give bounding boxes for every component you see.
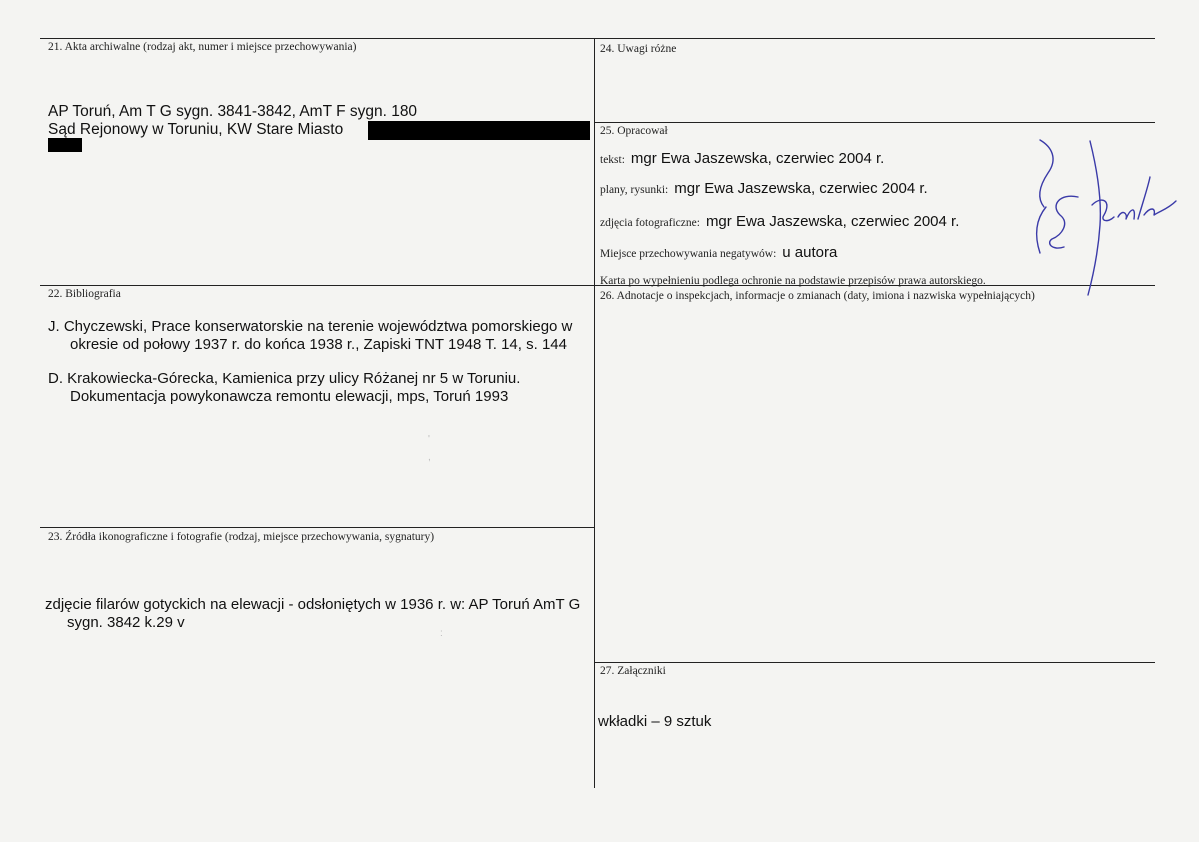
row-negatywy xyxy=(600,244,837,262)
copyright-note: Karta po wypełnieniu podlega ochronie na podstawie przepisów prawa autorskiego. xyxy=(600,275,986,287)
negatywy-label: Miejsce przechowywania negatywów: xyxy=(600,248,777,260)
section-22-label: 22. Bibliografia xyxy=(48,288,121,300)
scan-speck: , xyxy=(428,452,431,463)
divider-26-27 xyxy=(594,662,1155,663)
section-21-line2: Sąd Rejonowy w Toruniu, KW Stare Miasto xyxy=(48,121,344,138)
handwritten-signature xyxy=(1030,135,1180,300)
divider-21-22 xyxy=(40,285,1155,286)
scan-speck: ' xyxy=(428,434,430,445)
row-zdjecia xyxy=(600,213,959,231)
bibliography-entry-2: D. Krakowiecka-Górecka, Kamienica przy ulicy Różanej nr 5 w Toruniu. Dokumentacja powykonawcza remontu elewacji, mps, Toruń 1993 xyxy=(48,370,521,405)
redaction-box-2 xyxy=(48,138,82,152)
row-tekst xyxy=(600,150,884,168)
tekst-value: mgr Ewa Jaszewska, czerwiec 2004 r. xyxy=(630,150,885,167)
divider-24-25 xyxy=(594,122,1155,123)
section-26-label: 26. Adnotacje o inspekcjach, informacje o zmianach (daty, imiona i nazwiska wypełniających) xyxy=(600,290,1035,302)
section-23-label: 23. Źródła ikonograficzne i fotografie (rodzaj, miejsce przechowywania, sygnatury) xyxy=(48,531,435,543)
redaction-box-1 xyxy=(368,121,590,140)
zdjecia-label: zdjęcia fotograficzne: xyxy=(600,217,700,229)
scan-speck: : xyxy=(440,628,443,639)
section-21-label: 21. Akta archiwalne (rodzaj akt, numer i miejsce przechowywania) xyxy=(48,41,357,53)
section-27-label: 27. Załączniki xyxy=(600,665,666,677)
bibliography-entry-1: J. Chyczewski, Prace konserwatorskie na terenie województwa pomorskiego w okresie od połowy 1937 r. do końca 1938 r., Zapiski TNT 1948 T. 14, s. 144 xyxy=(48,318,573,353)
plany-value: mgr Ewa Jaszewska, czerwiec 2004 r. xyxy=(674,180,928,197)
section-24-label: 24. Uwagi różne xyxy=(600,43,677,55)
iconography-entry: zdjęcie filarów gotyckich na elewacji - odsłoniętych w 1936 r. w: AP Toruń AmT G sygn. 3842 k.29 v xyxy=(45,596,581,631)
top-border xyxy=(40,38,1155,39)
section-25-label: 25. Opracował xyxy=(600,125,668,137)
section-21-line1: AP Toruń, Am T G sygn. 3841-3842, AmT F sygn. 180 xyxy=(48,103,418,120)
column-divider xyxy=(594,38,595,788)
zdjecia-value: mgr Ewa Jaszewska, czerwiec 2004 r. xyxy=(705,213,960,230)
plany-label: plany, rysunki: xyxy=(600,184,669,196)
tekst-label: tekst: xyxy=(600,154,625,166)
attachments-value: wkładki – 9 sztuk xyxy=(598,713,712,730)
row-plany xyxy=(600,180,928,198)
negatywy-value: u autora xyxy=(782,244,838,261)
divider-22-23 xyxy=(40,527,594,528)
